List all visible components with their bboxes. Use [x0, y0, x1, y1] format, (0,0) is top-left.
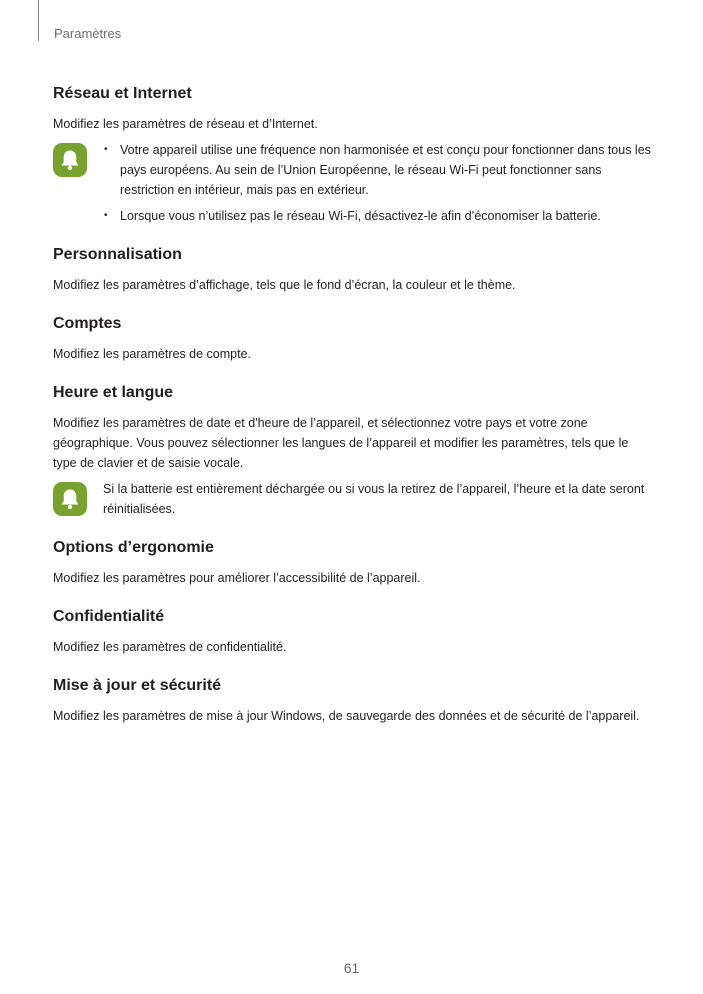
bell-icon: [53, 143, 87, 177]
section-title: Options d’ergonomie: [53, 539, 214, 556]
section-title: Réseau et Internet: [53, 85, 192, 102]
page-content: [53, 84, 653, 726]
note-bullet: • Votre appareil utilise une fréquence non harmonisée et est conçu pour fonctionner dans tous les pays européens. Au sein de l’Union Européenne, le réseau Wi-Fi peut fonctionner sans restriction en intérieur, mais pas en extérieur.: [103, 140, 653, 200]
section-description: Modifiez les paramètres pour améliorer l’accessibilité de l’appareil.: [53, 571, 421, 585]
section-title: Mise à jour et sécurité: [53, 677, 222, 694]
section-time-language: [53, 383, 653, 519]
note-list: [103, 140, 653, 226]
section-description: Modifiez les paramètres de compte.: [53, 347, 252, 361]
note-block: [53, 140, 653, 226]
section-title: Heure et langue: [53, 384, 174, 401]
note-text: Si la batterie est entièrement déchargée ou si vous la retirez de l’appareil, l’heure et la date seront réinitialisées.: [103, 482, 645, 516]
section-accounts: [53, 314, 653, 364]
page-number: 61: [343, 960, 360, 976]
bell-icon: [53, 482, 87, 516]
section-network: [53, 84, 653, 226]
note-block: [53, 479, 653, 519]
page-header-title: Paramètres: [54, 26, 122, 41]
section-title: Confidentialité: [53, 608, 165, 625]
section-update-security: [53, 676, 653, 726]
section-description: Modifiez les paramètres de date et d'heure de l’appareil, et sélectionnez votre pays et votre zone géographique. Vous pouvez sélectionner les langues de l’appareil et modifier les paramètres, tels que le type de clavier et de saisie vocale.: [53, 416, 629, 470]
section-privacy: [53, 607, 653, 657]
section-personalization: [53, 245, 653, 295]
section-accessibility: [53, 538, 653, 588]
section-description: Modifiez les paramètres de mise à jour Windows, de sauvegarde des données et de sécurité de l’appareil.: [53, 709, 640, 723]
header-rule: [38, 0, 39, 41]
section-description: Modifiez les paramètres de confidentialité.: [53, 640, 287, 654]
section-description: Modifiez les paramètres d’affichage, tels que le fond d’écran, la couleur et le thème.: [53, 278, 516, 292]
note-bullet: • Lorsque vous n’utilisez pas le réseau Wi-Fi, désactivez-le afin d’économiser la batterie.: [103, 206, 653, 226]
section-title: Comptes: [53, 315, 122, 332]
section-title: Personnalisation: [53, 246, 182, 263]
section-description: Modifiez les paramètres de réseau et d’Internet.: [53, 117, 318, 131]
